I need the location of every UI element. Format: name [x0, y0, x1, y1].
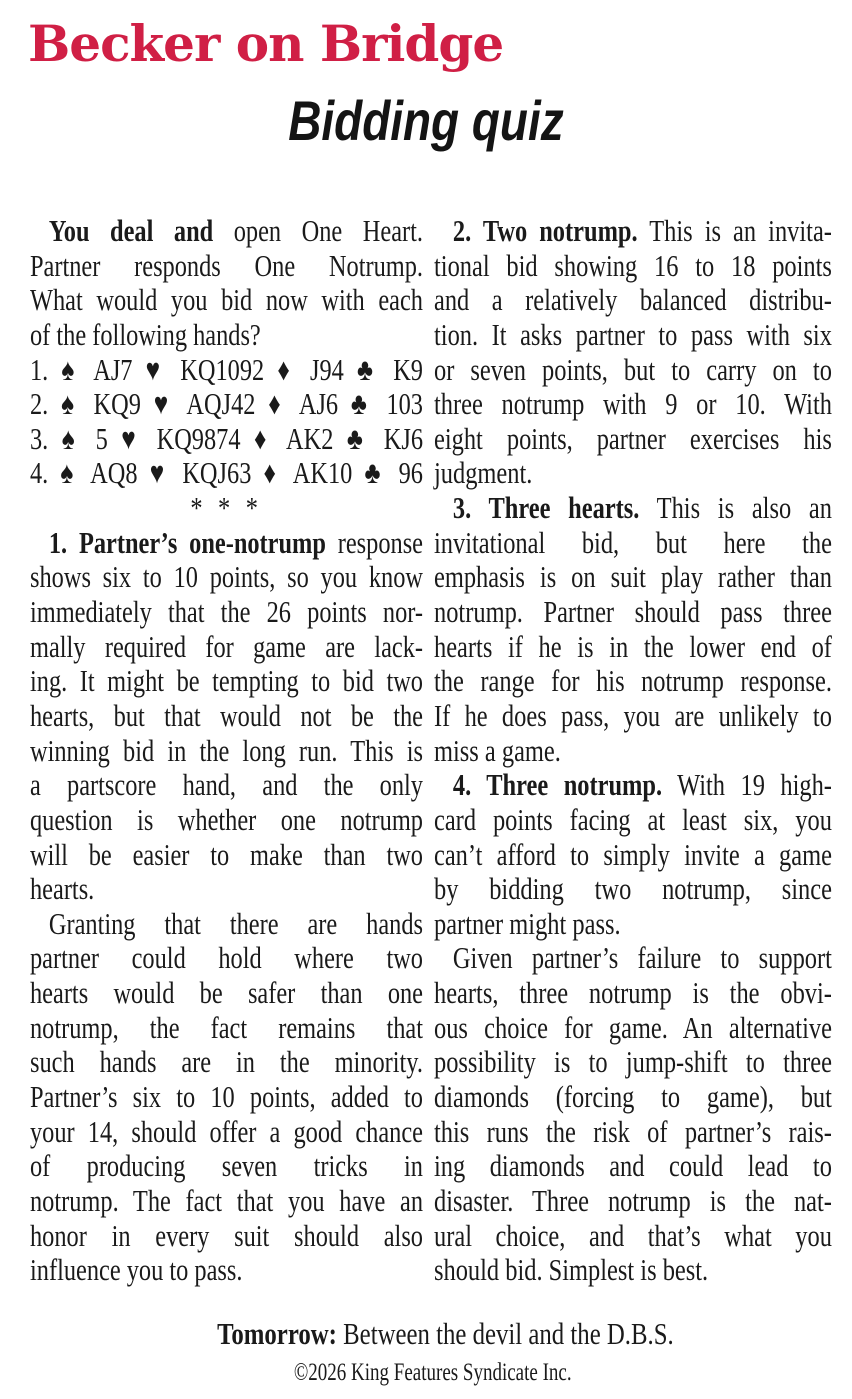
text-line: emphasis is on suit play rather than	[434, 559, 832, 595]
text-line: ural choice, and that’s what you	[434, 1217, 832, 1253]
text-line: disaster. Three notrump is the nat-	[434, 1182, 832, 1218]
text-line: Granting that there are hands	[48, 905, 423, 941]
text-line: honor in every suit should also	[30, 1217, 423, 1253]
text-line: Given partner’s failure to support	[452, 940, 832, 976]
text-line: partner could hold where two	[30, 940, 423, 976]
text-line: your 14, should offer a good chance	[30, 1113, 423, 1149]
text-line: ing diamonds and could lead to	[434, 1148, 832, 1184]
bold-lead-in: 1. Partner’s one-notrump	[48, 524, 326, 560]
right-text-column	[434, 214, 832, 1288]
bridge-hand-line: 2. ♠ KQ9 ♥ AQJ42 ♦ AJ6 ♣ 103	[30, 386, 423, 422]
bold-lead-in: You deal and	[48, 213, 214, 248]
text-line: influence you to pass.	[30, 1252, 243, 1288]
text-line: should bid. Simplest is best.	[434, 1252, 709, 1288]
bold-lead-in: 4. Three notrump.	[452, 767, 663, 803]
tomorrow-teaser	[19, 1316, 852, 1352]
text-line: invitational bid, but here the	[434, 524, 832, 560]
text-line: will be easier to make than two	[30, 836, 423, 872]
text-line: immediately that the 26 points nor-	[30, 594, 423, 630]
text-line: of the following hands?	[30, 316, 261, 352]
text-line: card points facing at least six, you	[434, 801, 832, 837]
text-line: hearts, but that would not be the	[30, 697, 423, 733]
bridge-hand-line: 1. ♠ AJ7 ♥ KQ1092 ♦ J94 ♣ K9	[30, 351, 423, 387]
text-line: such hands are in the minority.	[30, 1044, 423, 1080]
text-line: hearts, three notrump is the obvi-	[434, 975, 832, 1011]
text-line: hearts.	[30, 871, 95, 907]
tomorrow-text: Between the devil and the D.B.S.	[336, 1316, 674, 1351]
column-kicker: Becker on Bridge	[28, 14, 504, 73]
left-text-column	[30, 214, 423, 1288]
text-line: can’t afford to simply invite a game	[434, 836, 832, 872]
text-line: the range for his notrump response.	[434, 663, 832, 699]
text-line: 4. Three notrump. With 19 high-	[452, 767, 832, 803]
bridge-hand-line: 4. ♠ AQ8 ♥ KQJ63 ♦ AK10 ♣ 96	[30, 455, 423, 491]
text-line: diamonds (forcing to game), but	[434, 1079, 832, 1115]
bold-lead-in: 3. Three hearts.	[452, 490, 640, 526]
text-line: 2. Two notrump. This is an invita-	[452, 213, 832, 248]
text-line: a partscore hand, and the only	[30, 767, 423, 803]
article-title-wrap	[0, 90, 852, 152]
text-line: ous choice for game. An alternative	[434, 1009, 832, 1045]
copyright-line	[7, 1358, 852, 1388]
text-line: mally required for game are lack-	[30, 628, 423, 664]
tomorrow-teaser-inner	[217, 1316, 674, 1352]
text-line: tion. It asks partner to pass with six	[434, 316, 832, 352]
text-line: 3. Three hearts. This is also an	[452, 490, 832, 526]
text-line: notrump. Partner should pass three	[434, 594, 832, 630]
text-line: by bidding two notrump, since	[434, 871, 832, 907]
text-line: eight points, partner exercises his	[434, 420, 832, 456]
section-divider: * * *	[190, 490, 263, 526]
bridge-hand-line: 3. ♠ 5 ♥ KQ9874 ♦ AK2 ♣ KJ6	[30, 420, 423, 456]
text-line: miss a game.	[434, 732, 561, 768]
text-line: and a relatively balanced distribu-	[434, 282, 832, 318]
text-line: possibility is to jump-shift to three	[434, 1044, 832, 1080]
text-line: judgment.	[434, 455, 533, 491]
text-line: Partner’s six to 10 points, added to	[30, 1079, 423, 1115]
text-line: shows six to 10 points, so you know	[30, 559, 423, 595]
text-line: three notrump with 9 or 10. With	[434, 386, 832, 422]
text-line: notrump. The fact that you have an	[30, 1182, 423, 1218]
text-line: winning bid in the long run. This is	[30, 732, 423, 768]
text-line: partner might pass.	[434, 905, 621, 941]
text-line: of producing seven tricks in	[30, 1148, 423, 1184]
text-line: tional bid showing 16 to 18 points	[434, 247, 832, 283]
copyright-text: ©2026 King Features Syndicate Inc.	[294, 1359, 572, 1386]
text-line: ing. It might be tempting to bid two	[30, 663, 423, 699]
text-line: Partner responds One Notrump.	[30, 247, 423, 283]
text-line: notrump, the fact remains that	[30, 1009, 423, 1045]
text-line: 1. Partner’s one-notrump response	[48, 524, 423, 560]
text-line: or seven points, but to carry on to	[434, 351, 832, 387]
text-line: You deal and open One Heart.	[48, 213, 423, 248]
text-line: hearts if he is in the lower end of	[434, 628, 832, 664]
bold-lead-in: 2. Two notrump.	[452, 213, 638, 248]
article-title: Bidding quiz	[288, 89, 564, 152]
tomorrow-label: Tomorrow:	[216, 1316, 337, 1351]
text-line: If he does pass, you are unlikely to	[434, 697, 832, 733]
text-line: What would you bid now with each	[30, 282, 423, 318]
text-line: hearts would be safer than one	[30, 975, 423, 1011]
text-line: question is whether one notrump	[30, 801, 423, 837]
text-line: this runs the risk of partner’s rais-	[434, 1113, 832, 1149]
